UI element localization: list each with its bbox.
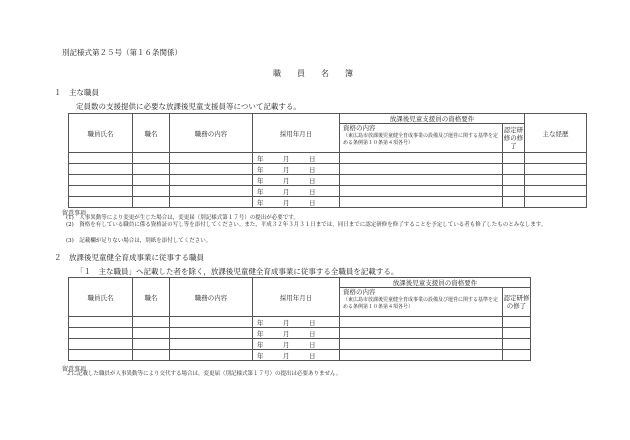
table-cell[interactable] bbox=[69, 164, 133, 175]
section2-notes-heading: 留意事項 bbox=[62, 366, 87, 373]
table-row bbox=[69, 186, 587, 197]
table-cell[interactable] bbox=[170, 339, 253, 350]
table-cell[interactable] bbox=[170, 197, 253, 208]
table-cell[interactable] bbox=[525, 164, 587, 175]
table-cell[interactable] bbox=[340, 328, 503, 339]
date-part-label: 月 bbox=[283, 176, 290, 185]
date-part-label: 月 bbox=[283, 318, 290, 327]
section1-intro: 定員数の支援提供に必要な放課後児童支援員等について記載する。 bbox=[76, 102, 301, 111]
date-part-label: 年 bbox=[257, 351, 264, 360]
table-cell[interactable] bbox=[503, 153, 525, 164]
section1-heading: １ 主な職員 bbox=[54, 88, 99, 97]
table-cell[interactable] bbox=[69, 350, 133, 361]
qual-content-note: （東広島市放課後児童健全育成事業の設備及び運営に関する基準を定める条例第１０条第４項各号） bbox=[343, 297, 499, 310]
table-cell[interactable] bbox=[503, 350, 531, 361]
table-cell[interactable] bbox=[170, 350, 253, 361]
date-part-label: 年 bbox=[257, 340, 264, 349]
header-position: 職名 bbox=[133, 278, 170, 317]
date-part-label: 月 bbox=[283, 198, 290, 207]
date-part-label: 年 bbox=[257, 329, 264, 338]
table-cell[interactable] bbox=[525, 153, 587, 164]
date-part-label: 年 bbox=[257, 318, 264, 327]
qual-content-label: 資格の内容 bbox=[343, 124, 376, 132]
date-part-label: 日 bbox=[309, 351, 316, 360]
table-cell[interactable] bbox=[340, 164, 503, 175]
header-certified-training: 認定研修の修了 bbox=[503, 124, 525, 153]
date-part-label: 日 bbox=[309, 318, 316, 327]
table-cell[interactable] bbox=[503, 328, 531, 339]
table-row bbox=[69, 328, 531, 339]
table-row bbox=[69, 175, 587, 186]
staff-table-main bbox=[68, 113, 587, 208]
hire-date-cell[interactable] bbox=[253, 175, 340, 186]
section1-note-2: (2) 資格を有している職員に係る資格証の写し等を添付してください。また，平成３２年３月３１日までは，同日までに認定研修を修了することを予定している者も修了したものとみなします。 bbox=[66, 222, 547, 228]
date-part-label: 月 bbox=[283, 329, 290, 338]
table-cell[interactable] bbox=[69, 339, 133, 350]
section2-intro: 「１ 主な職員」へ記載した者を除く，放課後児童健全育成事業に従事する全職員を記載する。 bbox=[76, 267, 399, 276]
table-cell[interactable] bbox=[340, 197, 503, 208]
header-duties: 職務の内容 bbox=[170, 278, 253, 317]
table-cell[interactable] bbox=[133, 328, 170, 339]
table-cell[interactable] bbox=[340, 153, 503, 164]
form-number: 別記様式第２５号（第１６条関係） bbox=[62, 48, 182, 57]
table-cell[interactable] bbox=[170, 317, 253, 328]
table-cell[interactable] bbox=[133, 339, 170, 350]
date-part-label: 月 bbox=[283, 165, 290, 174]
table-row bbox=[69, 153, 587, 164]
table-cell[interactable] bbox=[503, 317, 531, 328]
table-cell[interactable] bbox=[503, 175, 525, 186]
section1-note-1: (1) 人事異動等により変更が生じた場合は，変更届（別記様式第１７号）の提出が必要です。 bbox=[66, 215, 299, 221]
header-certified-training: 認定研修の修了 bbox=[503, 288, 531, 317]
table-cell[interactable] bbox=[133, 175, 170, 186]
date-part-label: 年 bbox=[257, 187, 264, 196]
hire-date-cell[interactable] bbox=[253, 350, 340, 361]
date-part-label: 日 bbox=[309, 198, 316, 207]
header-staff-name: 職員氏名 bbox=[69, 114, 133, 153]
table-cell[interactable] bbox=[340, 350, 503, 361]
table-cell[interactable] bbox=[69, 186, 133, 197]
qual-content-label: 資格の内容 bbox=[343, 288, 376, 296]
header-staff-name: 職員氏名 bbox=[69, 278, 133, 317]
date-part-label: 月 bbox=[283, 187, 290, 196]
date-part-label: 年 bbox=[257, 154, 264, 163]
header-duties: 職務の内容 bbox=[170, 114, 253, 153]
table-cell[interactable] bbox=[69, 317, 133, 328]
table-cell[interactable] bbox=[133, 153, 170, 164]
date-part-label: 日 bbox=[309, 176, 316, 185]
page-title: 職 員 名 簿 bbox=[273, 69, 357, 78]
table-cell[interactable] bbox=[69, 328, 133, 339]
table-row bbox=[69, 164, 587, 175]
table-row bbox=[69, 339, 531, 350]
table-cell[interactable] bbox=[340, 317, 503, 328]
table-cell[interactable] bbox=[525, 186, 587, 197]
table-cell[interactable] bbox=[525, 175, 587, 186]
table-cell[interactable] bbox=[69, 153, 133, 164]
table-cell[interactable] bbox=[340, 186, 503, 197]
date-part-label: 月 bbox=[283, 351, 290, 360]
table-cell[interactable] bbox=[503, 339, 531, 350]
header-qualification-group: 放課後児童支援員の資格要件 bbox=[340, 278, 531, 288]
date-part-label: 日 bbox=[309, 329, 316, 338]
date-part-label: 日 bbox=[309, 165, 316, 174]
table-cell[interactable] bbox=[503, 197, 525, 208]
table-cell[interactable] bbox=[69, 197, 133, 208]
staff-table-other bbox=[68, 277, 531, 361]
table-cell[interactable] bbox=[133, 197, 170, 208]
table-cell[interactable] bbox=[503, 164, 525, 175]
header-qualification-content bbox=[340, 288, 503, 317]
header-career: 主な経歴 bbox=[525, 114, 587, 153]
section2-heading: ２ 放課後児童健全育成事業に従事する職員 bbox=[54, 253, 204, 262]
hire-date-cell[interactable] bbox=[253, 339, 340, 350]
hire-date-cell[interactable] bbox=[253, 328, 340, 339]
header-position: 職名 bbox=[133, 114, 170, 153]
table-cell[interactable] bbox=[340, 175, 503, 186]
table-row bbox=[69, 317, 531, 328]
header-qualification-group: 放課後児童支援員の資格要件 bbox=[340, 114, 525, 124]
table-cell[interactable] bbox=[340, 339, 503, 350]
hire-date-cell[interactable] bbox=[253, 153, 340, 164]
section2-note-1: ２に記載した職員が人事異動等により交代する場合は，変更届（別記様式第１７号）の提出は必要ありません。 bbox=[66, 371, 342, 377]
hire-date-cell[interactable] bbox=[253, 164, 340, 175]
table-row bbox=[69, 197, 587, 208]
date-part-label: 年 bbox=[257, 176, 264, 185]
date-part-label: 年 bbox=[257, 165, 264, 174]
table-cell[interactable] bbox=[133, 164, 170, 175]
qual-content-note: （東広島市放課後児童健全育成事業の設備及び運営に関する基準を定める条例第１０条第４項各号） bbox=[343, 133, 499, 146]
table-cell[interactable] bbox=[133, 350, 170, 361]
table-cell[interactable] bbox=[170, 153, 253, 164]
table-cell[interactable] bbox=[170, 164, 253, 175]
hire-date-cell[interactable] bbox=[253, 186, 340, 197]
table-cell[interactable] bbox=[170, 186, 253, 197]
section1-notes-heading: 留意事項 bbox=[62, 210, 87, 217]
table-cell[interactable] bbox=[133, 317, 170, 328]
hire-date-cell[interactable] bbox=[253, 317, 340, 328]
table-cell[interactable] bbox=[525, 197, 587, 208]
table-cell[interactable] bbox=[170, 328, 253, 339]
header-hire-date: 採用年月日 bbox=[253, 114, 340, 153]
date-part-label: 日 bbox=[309, 340, 316, 349]
header-hire-date: 採用年月日 bbox=[253, 278, 340, 317]
date-part-label: 日 bbox=[309, 154, 316, 163]
table-cell[interactable] bbox=[503, 186, 525, 197]
header-qualification-content bbox=[340, 124, 503, 153]
table-row bbox=[69, 350, 531, 361]
date-part-label: 年 bbox=[257, 198, 264, 207]
hire-date-cell[interactable] bbox=[253, 197, 340, 208]
date-part-label: 月 bbox=[283, 154, 290, 163]
section1-note-3: (3) 記載欄が足りない場合は，別紙を添付してください。 bbox=[66, 238, 212, 244]
table-cell[interactable] bbox=[133, 186, 170, 197]
table-cell[interactable] bbox=[69, 175, 133, 186]
date-part-label: 月 bbox=[283, 340, 290, 349]
date-part-label: 日 bbox=[309, 187, 316, 196]
table-cell[interactable] bbox=[170, 175, 253, 186]
